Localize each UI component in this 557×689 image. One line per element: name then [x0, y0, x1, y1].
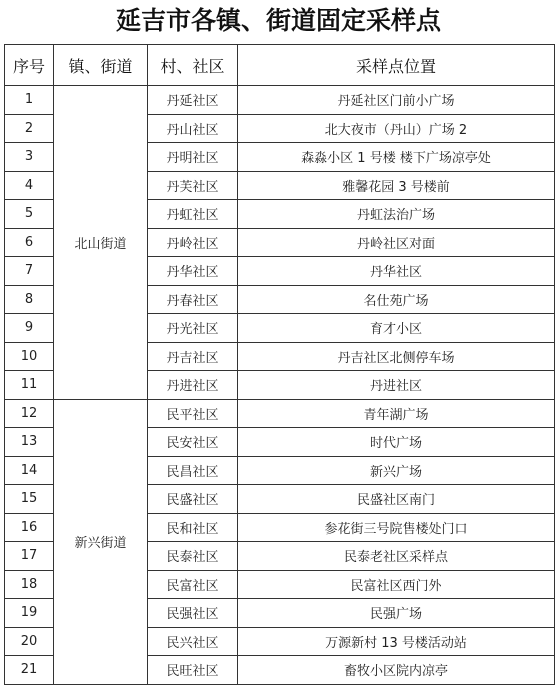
row-number: 2	[5, 114, 54, 143]
location-cell: 丹岭社区对面	[238, 228, 555, 257]
location-cell: 丹吉社区北侧停车场	[238, 342, 555, 371]
community-cell: 民兴社区	[148, 627, 238, 656]
row-number: 10	[5, 342, 54, 371]
row-number: 7	[5, 257, 54, 286]
location-cell: 畜牧小区院内凉亭	[238, 656, 555, 685]
location-cell: 育才小区	[238, 314, 555, 343]
community-cell: 丹明社区	[148, 143, 238, 172]
location-cell: 民强广场	[238, 599, 555, 628]
header-no: 序号	[5, 45, 54, 86]
community-cell: 民泰社区	[148, 542, 238, 571]
row-number: 12	[5, 399, 54, 428]
community-cell: 民昌社区	[148, 456, 238, 485]
row-number: 3	[5, 143, 54, 172]
community-cell: 民富社区	[148, 570, 238, 599]
community-cell: 丹芙社区	[148, 171, 238, 200]
location-cell: 参花街三号院售楼处门口	[238, 513, 555, 542]
row-number: 14	[5, 456, 54, 485]
row-number: 4	[5, 171, 54, 200]
location-cell: 北大夜市（丹山）广场 2	[238, 114, 555, 143]
header-location: 采样点位置	[238, 45, 555, 86]
community-cell: 民和社区	[148, 513, 238, 542]
location-cell: 丹延社区门前小广场	[238, 86, 555, 115]
location-cell: 民泰老社区采样点	[238, 542, 555, 571]
row-number: 17	[5, 542, 54, 571]
header-town: 镇、街道	[54, 45, 148, 86]
community-cell: 丹延社区	[148, 86, 238, 115]
table-header-row	[5, 45, 555, 86]
community-cell: 丹进社区	[148, 371, 238, 400]
community-cell: 丹春社区	[148, 285, 238, 314]
community-cell: 丹山社区	[148, 114, 238, 143]
location-cell: 万源新村 13 号楼活动站	[238, 627, 555, 656]
row-number: 5	[5, 200, 54, 229]
location-cell: 时代广场	[238, 428, 555, 457]
community-cell: 丹吉社区	[148, 342, 238, 371]
row-number: 21	[5, 656, 54, 685]
row-number: 8	[5, 285, 54, 314]
location-cell: 民盛社区南门	[238, 485, 555, 514]
community-cell: 丹光社区	[148, 314, 238, 343]
community-cell: 民强社区	[148, 599, 238, 628]
table-row	[5, 86, 555, 115]
location-cell: 新兴广场	[238, 456, 555, 485]
location-cell: 青年湖广场	[238, 399, 555, 428]
sampling-points-table	[4, 44, 555, 685]
location-cell: 丹虹法治广场	[238, 200, 555, 229]
row-number: 19	[5, 599, 54, 628]
location-cell: 民富社区西门外	[238, 570, 555, 599]
table-row	[5, 399, 555, 428]
community-cell: 丹岭社区	[148, 228, 238, 257]
community-cell: 丹虹社区	[148, 200, 238, 229]
location-cell: 名仕苑广场	[238, 285, 555, 314]
header-community: 村、社区	[148, 45, 238, 86]
row-number: 9	[5, 314, 54, 343]
town-street-cell: 新兴街道	[54, 399, 148, 684]
row-number: 15	[5, 485, 54, 514]
row-number: 11	[5, 371, 54, 400]
row-number: 20	[5, 627, 54, 656]
row-number: 16	[5, 513, 54, 542]
community-cell: 民安社区	[148, 428, 238, 457]
location-cell: 森淼小区 1 号楼 楼下广场凉亭处	[238, 143, 555, 172]
page-title: 延吉市各镇、街道固定采样点	[115, 6, 441, 35]
location-cell: 丹进社区	[238, 371, 555, 400]
location-cell: 丹华社区	[238, 257, 555, 286]
community-cell: 民平社区	[148, 399, 238, 428]
community-cell: 丹华社区	[148, 257, 238, 286]
location-cell: 雅馨花园 3 号楼前	[238, 171, 555, 200]
row-number: 6	[5, 228, 54, 257]
row-number: 13	[5, 428, 54, 457]
table-body	[5, 86, 555, 685]
town-street-cell: 北山街道	[54, 86, 148, 400]
row-number: 1	[5, 86, 54, 115]
community-cell: 民旺社区	[148, 656, 238, 685]
community-cell: 民盛社区	[148, 485, 238, 514]
row-number: 18	[5, 570, 54, 599]
